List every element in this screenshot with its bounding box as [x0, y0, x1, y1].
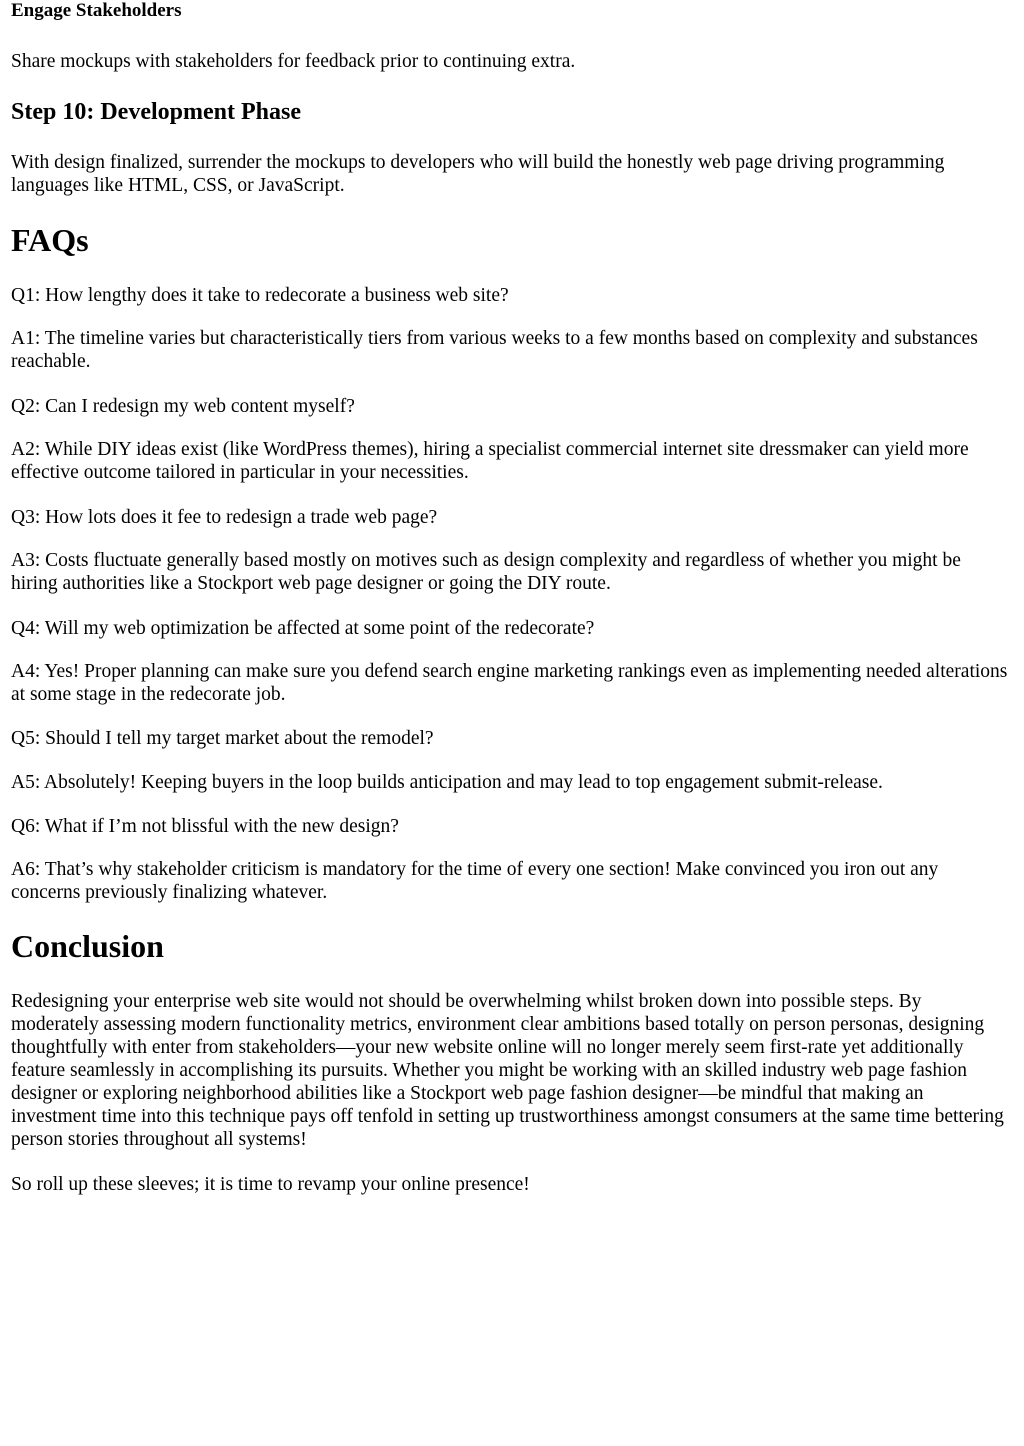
conclusion-paragraph: Redesigning your enterprise web site would not should be overwhelming whilst broken down into possible steps. By moderately assessing modern functionality metrics, environment clear ambitions based totally on person personas, designing thoughtfully with enter from stakeholders—your new website online will no longer merely seem first-rate yet additionally feature seamlessly in accomplishing its pursuits. Whether you might be working with an skilled industry web page fashion designer or exploring neighborhood abilities like a Stockport web page fashion designer—be mindful that making an investment time into this technique pays off tenfold in setting up trustworthiness amongst consumers at the same time bettering person stories throughout all systems!	[11, 991, 1004, 1150]
faqs-heading: FAQs	[11, 222, 89, 258]
closing-paragraph: So roll up these sleeves; it is time to revamp your online presence!	[11, 1174, 530, 1195]
faq-question-1: Q1: How lengthy does it take to redecorate a business web site?	[11, 285, 509, 306]
engage-stakeholders-heading: Engage Stakeholders	[11, 0, 182, 21]
faq-answer-6: A6: That’s why stakeholder criticism is mandatory for the time of every one section! Make convinced you iron out any concerns previously finalizing whatever.	[11, 859, 939, 903]
faq-answer-4: A4: Yes! Proper planning can make sure you defend search engine marketing rankings even as implementing needed alterations at some stage in the redecorate job.	[11, 661, 1008, 705]
faq-question-2: Q2: Can I redesign my web content myself?	[11, 396, 355, 417]
engage-stakeholders-paragraph: Share mockups with stakeholders for feedback prior to continuing extra.	[11, 51, 576, 72]
faq-answer-3: A3: Costs fluctuate generally based mostly on motives such as design complexity and regardless of whether you might be hiring authorities like a Stockport web page designer or going the DIY route.	[11, 550, 961, 594]
faq-question-4: Q4: Will my web optimization be affected at some point of the redecorate?	[11, 618, 595, 639]
faq-question-5: Q5: Should I tell my target market about the remodel?	[11, 728, 434, 749]
faq-question-3: Q3: How lots does it fee to redesign a trade web page?	[11, 507, 438, 528]
faq-answer-5: A5: Absolutely! Keeping buyers in the loop builds anticipation and may lead to top engagement submit-release.	[11, 772, 883, 793]
faq-answer-1: A1: The timeline varies but characteristically tiers from various weeks to a few months based on complexity and substances reachable.	[11, 328, 978, 372]
conclusion-heading: Conclusion	[11, 928, 164, 964]
step-10-paragraph: With design finalized, surrender the mockups to developers who will build the honestly web page driving programming languages like HTML, CSS, or JavaScript.	[11, 152, 945, 196]
faq-question-6: Q6: What if I’m not blissful with the new design?	[11, 816, 399, 837]
step-10-heading: Step 10: Development Phase	[11, 99, 301, 125]
faq-answer-2: A2: While DIY ideas exist (like WordPress themes), hiring a specialist commercial internet site dressmaker can yield more effective outcome tailored in particular in your necessities.	[11, 439, 969, 483]
